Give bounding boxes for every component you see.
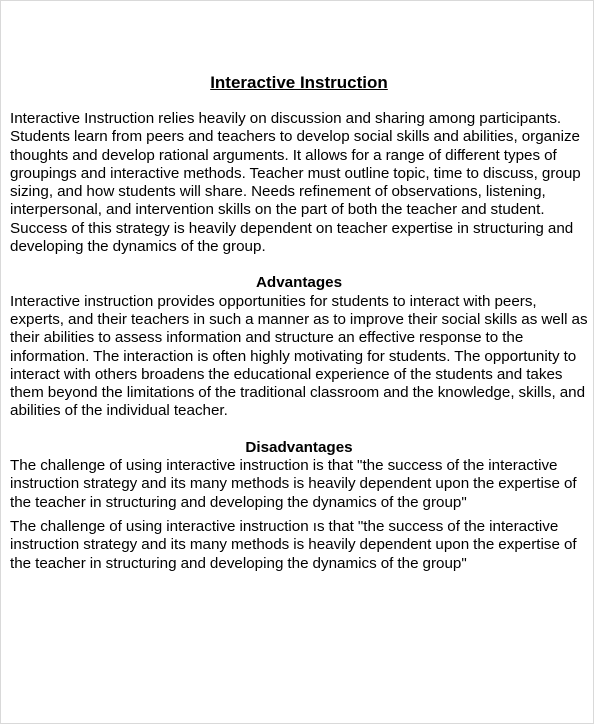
disadvantages-paragraph: The challenge of using interactive instruction is that "the success of the interactive instruction strategy and its many methods is heavily dependent upon the expertise of the teacher in structuring and developing the dynamics of the group" [10,457,577,511]
disadvantages-paragraph: The challenge of using interactive instruction ıs that "the success of the interactive instruction strategy and its many methods is heavily dependent upon the expertise of the teacher in structuring and developing the dynamics of the group" [10,517,577,572]
document-title: Interactive Instruction [210,73,388,92]
advantages-heading: Advantages [255,274,343,292]
intro-paragraph: Interactive Instruction relies heavily on discussion and sharing among participants. Students learn from peers and teachers to develop social skills and abilities, organize thoughts and develop rational arguments. It allows for a range of different types of groupings and interactive methods. Teacher must outline topic, time to discuss, group sizing, and how students will share. Needs refinement of observations, listening, interpersonal, and intervention skills on the part of both the teacher and student. Success of this strategy is heavily dependent on teacher expertise in structuring and developing the dynamics of the group. [10,110,581,256]
advantages-paragraph: Interactive instruction provides opportunities for students to interact with peers, experts, and their teachers in such a manner as to improve their social skills as well as their abilities to assess information and structure an effective response to the information. The interaction is often highly motivating for students. The opportunity to interact with others broadens the educational experience of the students and takes them beyond the limitations of the traditional classroom and the knowledge, skills, and abilities of the individual teacher. [10,292,588,420]
document-body [10,72,588,573]
disadvantages-heading: Disadvantages [245,438,353,456]
